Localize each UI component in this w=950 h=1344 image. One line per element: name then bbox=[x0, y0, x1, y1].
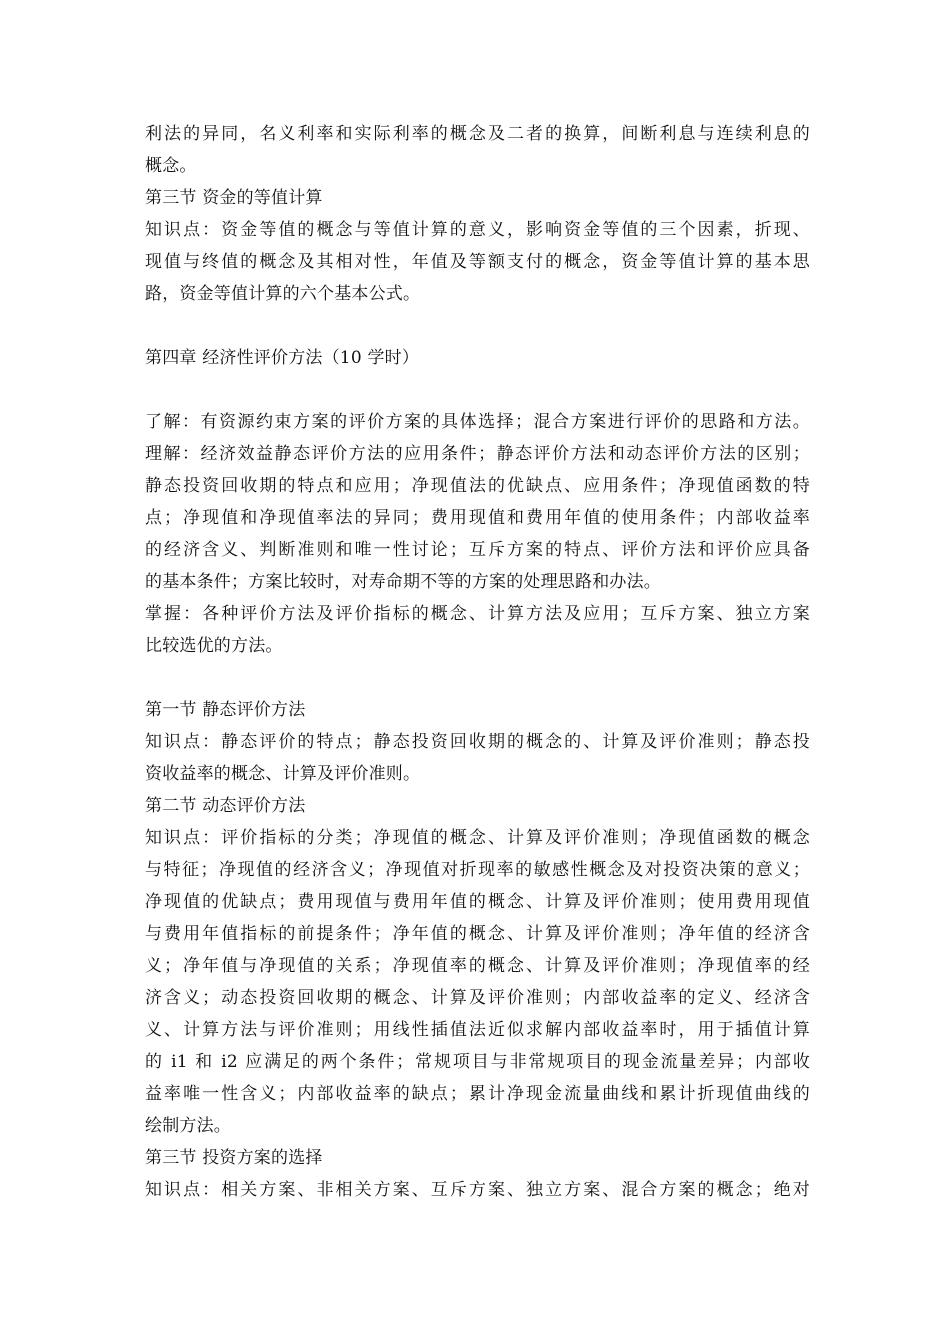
blank-line bbox=[145, 310, 810, 342]
text-line: 资收益率的概念、计算及评价准则。 bbox=[145, 764, 421, 784]
text-line: 的经济含义、判断准则和唯一性讨论；互斥方案的特点、评价方法和评价应具备 bbox=[145, 540, 810, 560]
text-line: 义；净年值与净现值的关系；净现值率的概念、计算及评价准则；净现值率的经 bbox=[145, 956, 810, 976]
text-line: 净现值的优缺点；费用现值与费用年值的概念、计算及评价准则；使用费用现值 bbox=[145, 892, 810, 912]
blank-line bbox=[145, 662, 810, 694]
text-line: 第三节 投资方案的选择 bbox=[145, 1148, 323, 1168]
text-line: 点；净现值和净现值率法的异同；费用现值和费用年值的使用条件；内部收益率 bbox=[145, 508, 810, 528]
blank-line bbox=[145, 374, 810, 406]
text-line: 知识点：静态评价的特点；静态投资回收期的概念的、计算及评价准则；静态投 bbox=[145, 732, 810, 752]
text-line: 的 i1 和 i2 应满足的两个条件；常规项目与非常规项目的现金流量差异；内部收 bbox=[145, 1052, 810, 1072]
text-line: 现值与终值的概念及其相对性，年值及等额支付的概念，资金等值计算的基本思 bbox=[145, 252, 810, 272]
document-page bbox=[145, 118, 810, 1206]
text-line: 了解：有资源约束方案的评价方案的具体选择；混合方案进行评价的思路和方法。 bbox=[145, 412, 810, 432]
text-line: 第四章 经济性评价方法（10 学时） bbox=[145, 348, 420, 368]
text-line: 第二节 动态评价方法 bbox=[145, 796, 306, 816]
text-line: 绘制方法。 bbox=[145, 1116, 231, 1136]
text-line: 理解：经济效益静态评价方法的应用条件；静态评价方法和动态评价方法的区别； bbox=[145, 444, 810, 464]
text-line: 益率唯一性含义；内部收益率的缺点；累计净现金流量曲线和累计折现值曲线的 bbox=[145, 1084, 810, 1104]
text-line: 静态投资回收期的特点和应用；净现值法的优缺点、应用条件；净现值函数的特 bbox=[145, 476, 810, 496]
text-line: 第三节 资金的等值计算 bbox=[145, 188, 323, 208]
text-line: 的基本条件；方案比较时，对寿命期不等的方案的处理思路和办法。 bbox=[145, 572, 661, 592]
text-line: 义、计算方法与评价准则；用线性插值法近似求解内部收益率时，用于插值计算 bbox=[145, 1020, 810, 1040]
text-line: 利法的异同，名义利率和实际利率的概念及二者的换算，间断利息与连续利息的 bbox=[145, 124, 810, 144]
text-line: 济含义；动态投资回收期的概念、计算及评价准则；内部收益率的定义、经济含 bbox=[145, 988, 810, 1008]
text-line: 与特征；净现值的经济含义；净现值对折现率的敏感性概念及对投资决策的意义； bbox=[145, 860, 810, 880]
text-line: 知识点：评价指标的分类；净现值的概念、计算及评价准则；净现值函数的概念 bbox=[145, 828, 810, 848]
text-line: 第一节 静态评价方法 bbox=[145, 700, 306, 720]
text-line: 知识点：资金等值的概念与等值计算的意义，影响资金等值的三个因素，折现、 bbox=[145, 220, 810, 240]
text-line: 掌握：各种评价方法及评价指标的概念、计算方法及应用；互斥方案、独立方案 bbox=[145, 604, 810, 624]
text-line: 概念。 bbox=[145, 156, 197, 176]
text-line: 与费用年值指标的前提条件；净年值的概念、计算及评价准则；净年值的经济含 bbox=[145, 924, 810, 944]
text-line: 比较选优的方法。 bbox=[145, 636, 283, 656]
text-line: 路，资金等值计算的六个基本公式。 bbox=[145, 284, 421, 304]
text-line: 知识点：相关方案、非相关方案、互斥方案、独立方案、混合方案的概念；绝对 bbox=[145, 1180, 810, 1200]
